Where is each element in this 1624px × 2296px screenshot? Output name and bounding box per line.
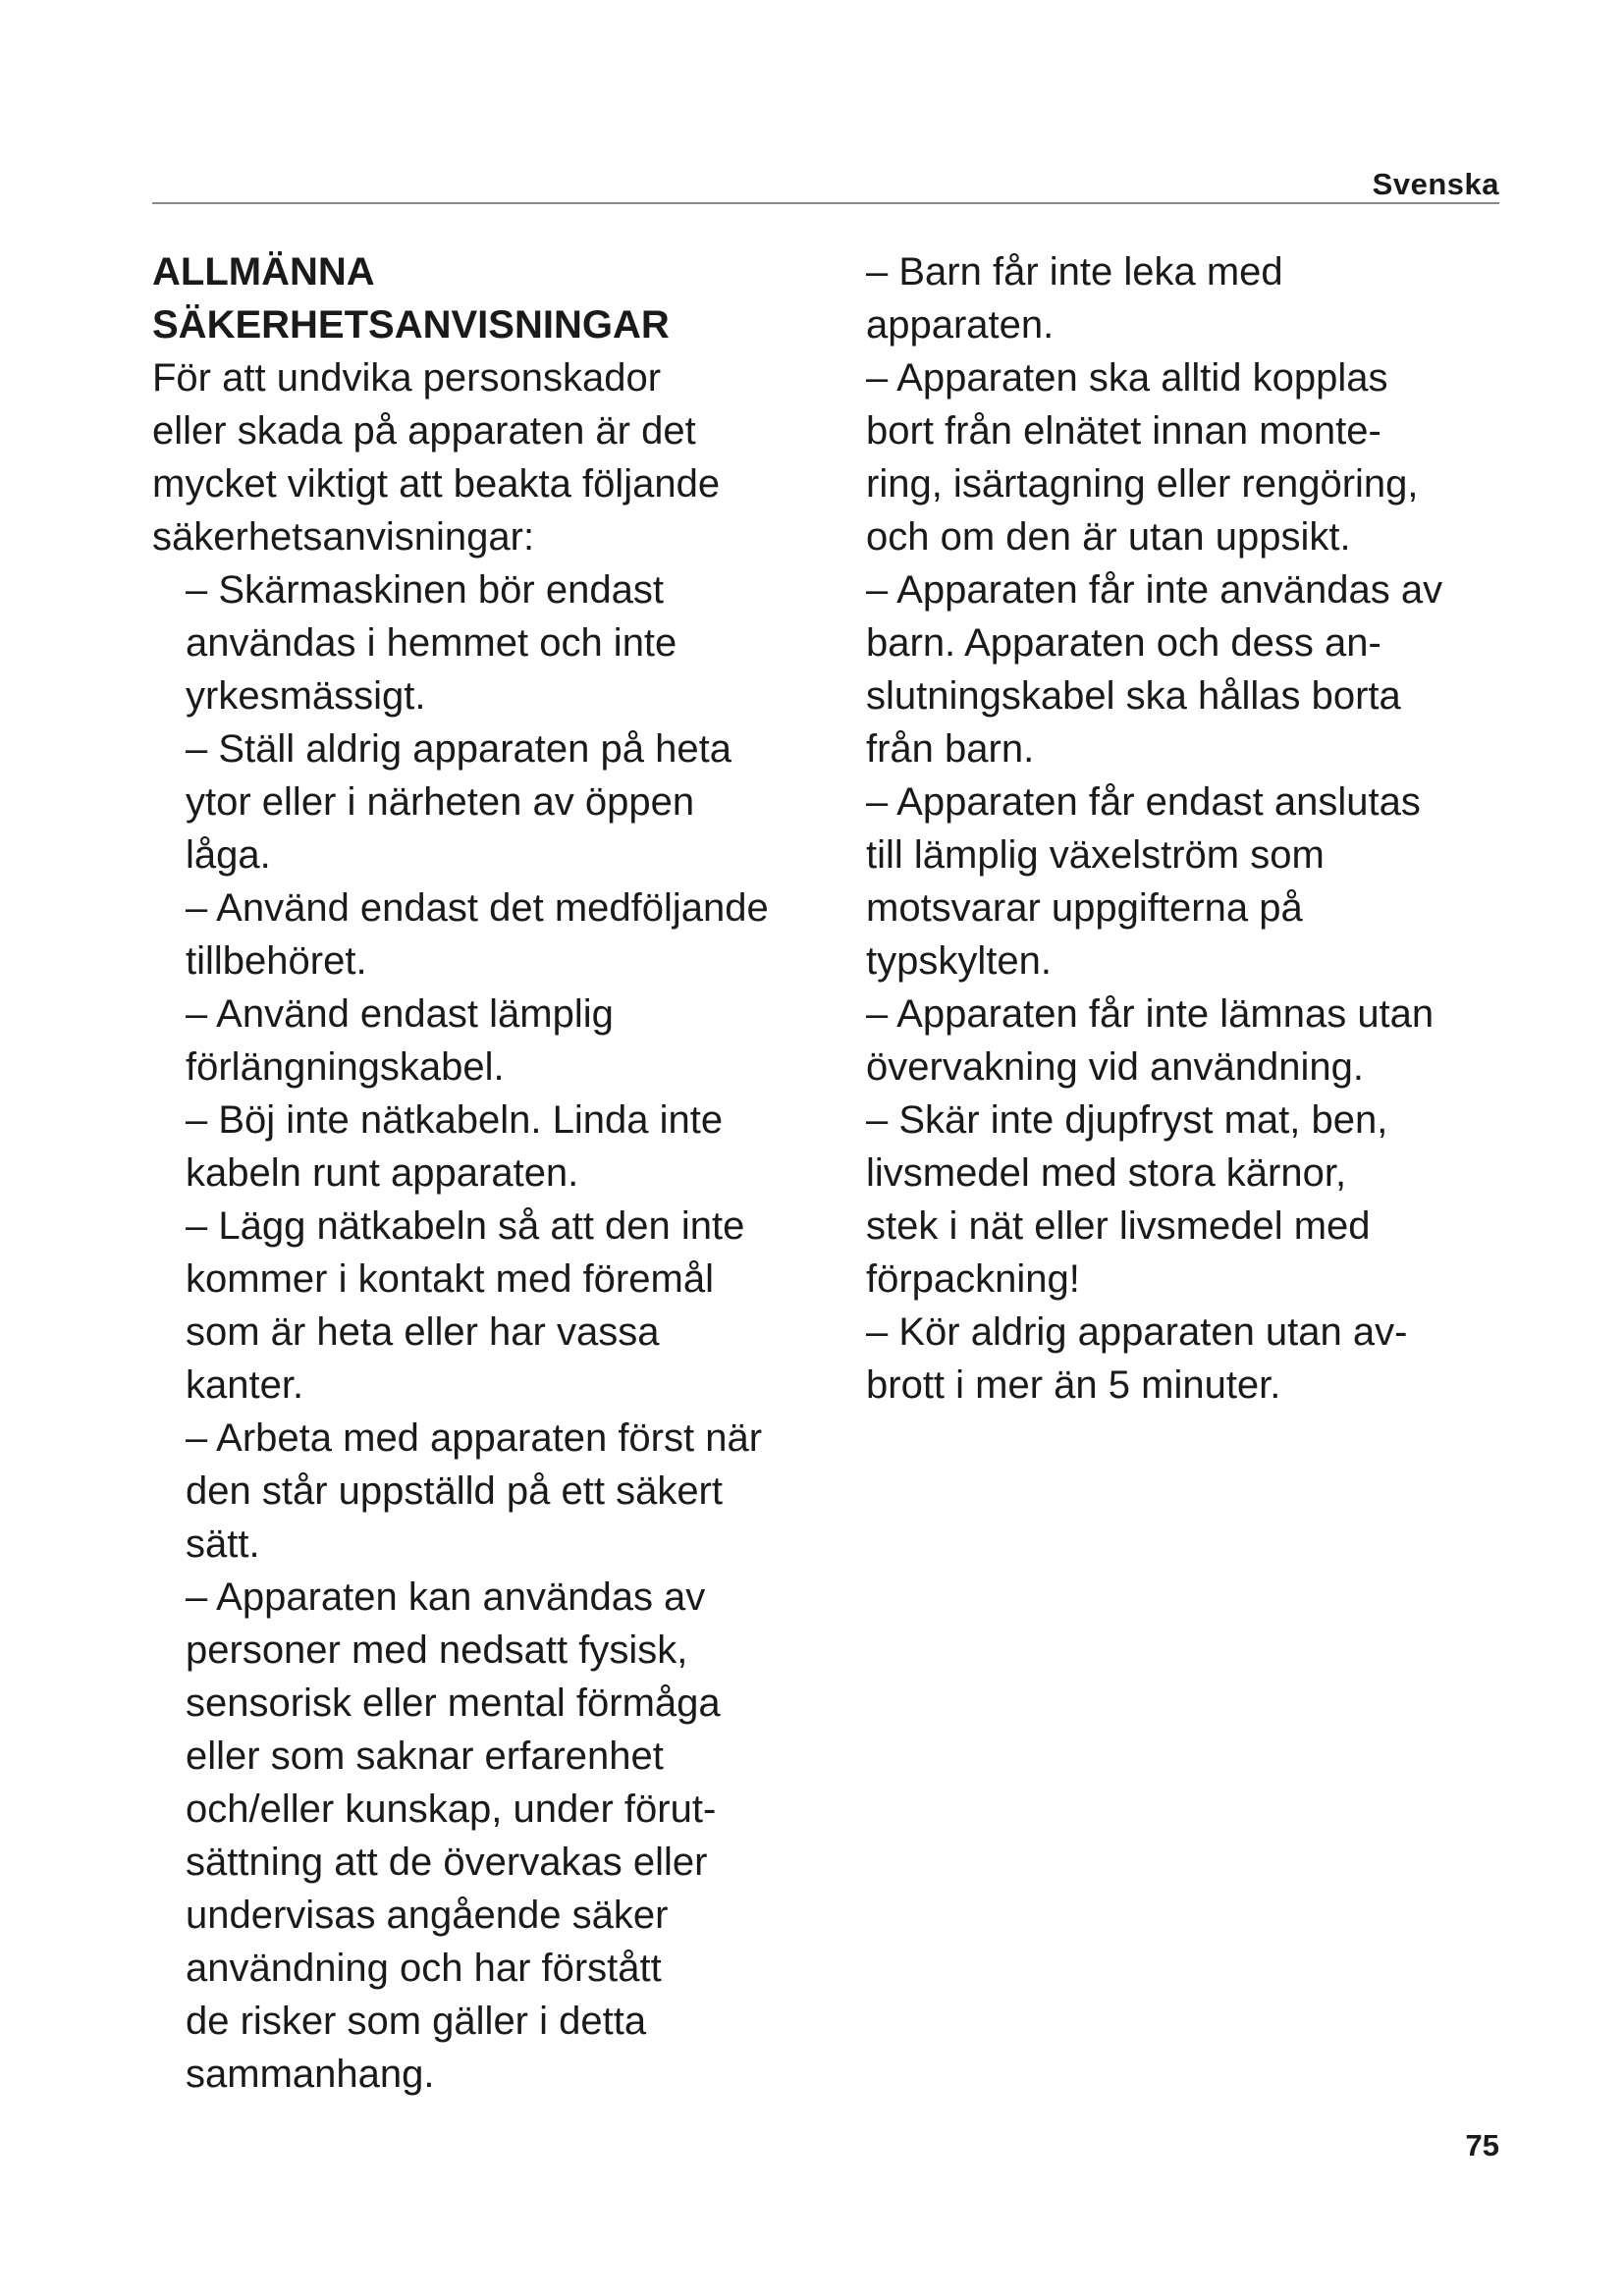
list-line: och om den är utan uppsikt. xyxy=(866,515,1351,559)
list-line: stek i nät eller livsmedel med xyxy=(866,1204,1371,1248)
list-line: kommer i kontakt med föremål xyxy=(186,1257,714,1301)
list-line: – Apparaten kan användas av xyxy=(186,1575,706,1619)
list-line: brott i mer än 5 minuter. xyxy=(866,1363,1281,1407)
list-line: – Arbeta med apparaten först när xyxy=(186,1416,763,1460)
list-line: kabeln runt apparaten. xyxy=(186,1151,579,1195)
list-line: övervakning vid användning. xyxy=(866,1045,1365,1089)
intro-paragraph xyxy=(152,351,859,563)
list-line: – Böj inte nätkabeln. Linda inte xyxy=(186,1098,724,1142)
list-line: förlängningskabel. xyxy=(186,1045,505,1089)
list-line: – Apparaten får inte användas av xyxy=(866,568,1443,612)
list-line: slutningskabel ska hållas borta xyxy=(866,674,1401,718)
language-label: Svenska xyxy=(1372,167,1499,201)
list-line: barn. Apparaten och dess an- xyxy=(866,621,1381,665)
list-line: – Använd endast det medföljande xyxy=(186,886,769,930)
right-column xyxy=(866,245,1543,1412)
list-line: – Skärmaskinen bör endast xyxy=(186,568,664,612)
list-line: tillbehöret. xyxy=(186,939,367,983)
text-line: eller skada på apparaten är det xyxy=(152,409,696,453)
list-line: låga. xyxy=(186,833,271,877)
list-line: ring, isärtagning eller rengöring, xyxy=(866,462,1419,506)
list-line: personer med nedsatt fysisk, xyxy=(186,1629,688,1672)
list-line: kanter. xyxy=(186,1363,304,1407)
list-line: – Skär inte djupfryst mat, ben, xyxy=(866,1098,1388,1142)
list-line: – Apparaten får inte lämnas utan xyxy=(866,992,1435,1036)
text-line: säkerhetsanvisningar: xyxy=(152,515,535,559)
list-line: sammanhang. xyxy=(186,2053,435,2096)
list-line: – Apparaten ska alltid kopplas xyxy=(866,356,1388,400)
list-line: och/eller kunskap, under förut- xyxy=(186,1788,717,1831)
section-heading xyxy=(152,245,859,351)
list-line: – Ställ aldrig apparaten på heta xyxy=(186,727,731,771)
heading-line: SÄKERHETSANVISNINGAR xyxy=(152,303,670,347)
list-line: sättning att de övervakas eller xyxy=(186,1841,708,1884)
list-line: användas i hemmet och inte xyxy=(186,621,677,665)
list-line: – Barn får inte leka med xyxy=(866,250,1283,294)
list-line: sätt. xyxy=(186,1522,260,1566)
list-line: apparaten. xyxy=(866,303,1055,347)
list-line: de risker som gäller i detta xyxy=(186,2000,647,2043)
header-divider xyxy=(152,202,1499,204)
list-line: sensorisk eller mental förmåga xyxy=(186,1682,721,1725)
list-line: – Lägg nätkabeln så att den inte xyxy=(186,1204,745,1248)
list-line: – Apparaten får endast anslutas xyxy=(866,780,1421,824)
text-line: För att undvika personskador xyxy=(152,356,662,400)
heading-line: ALLMÄNNA xyxy=(152,250,375,294)
list-line: eller som saknar erfarenhet xyxy=(186,1735,664,1778)
safety-list xyxy=(152,563,859,2101)
list-line: bort från elnätet innan monte- xyxy=(866,409,1381,453)
list-line: från barn. xyxy=(866,727,1035,771)
left-column xyxy=(152,245,859,2101)
list-line: – Kör aldrig apparaten utan av- xyxy=(866,1310,1408,1354)
list-line: ytor eller i närheten av öppen xyxy=(186,780,695,824)
list-line: livsmedel med stora kärnor, xyxy=(866,1151,1347,1195)
page-number: 75 xyxy=(1465,2128,1499,2163)
list-line: den står uppställd på ett säkert xyxy=(186,1469,723,1513)
list-line: till lämplig växelström som xyxy=(866,833,1325,877)
list-line: förpackning! xyxy=(866,1257,1080,1301)
list-line: undervisas angående säker xyxy=(186,1894,669,1937)
list-line: typskylten. xyxy=(866,939,1052,983)
text-line: mycket viktigt att beakta följande xyxy=(152,462,721,506)
list-line: som är heta eller har vassa xyxy=(186,1310,660,1354)
list-line: – Använd endast lämplig xyxy=(186,992,614,1036)
list-line: användning och har förstått xyxy=(186,1947,662,1990)
list-line: yrkesmässigt. xyxy=(186,674,426,718)
list-line: motsvarar uppgifterna på xyxy=(866,886,1303,930)
